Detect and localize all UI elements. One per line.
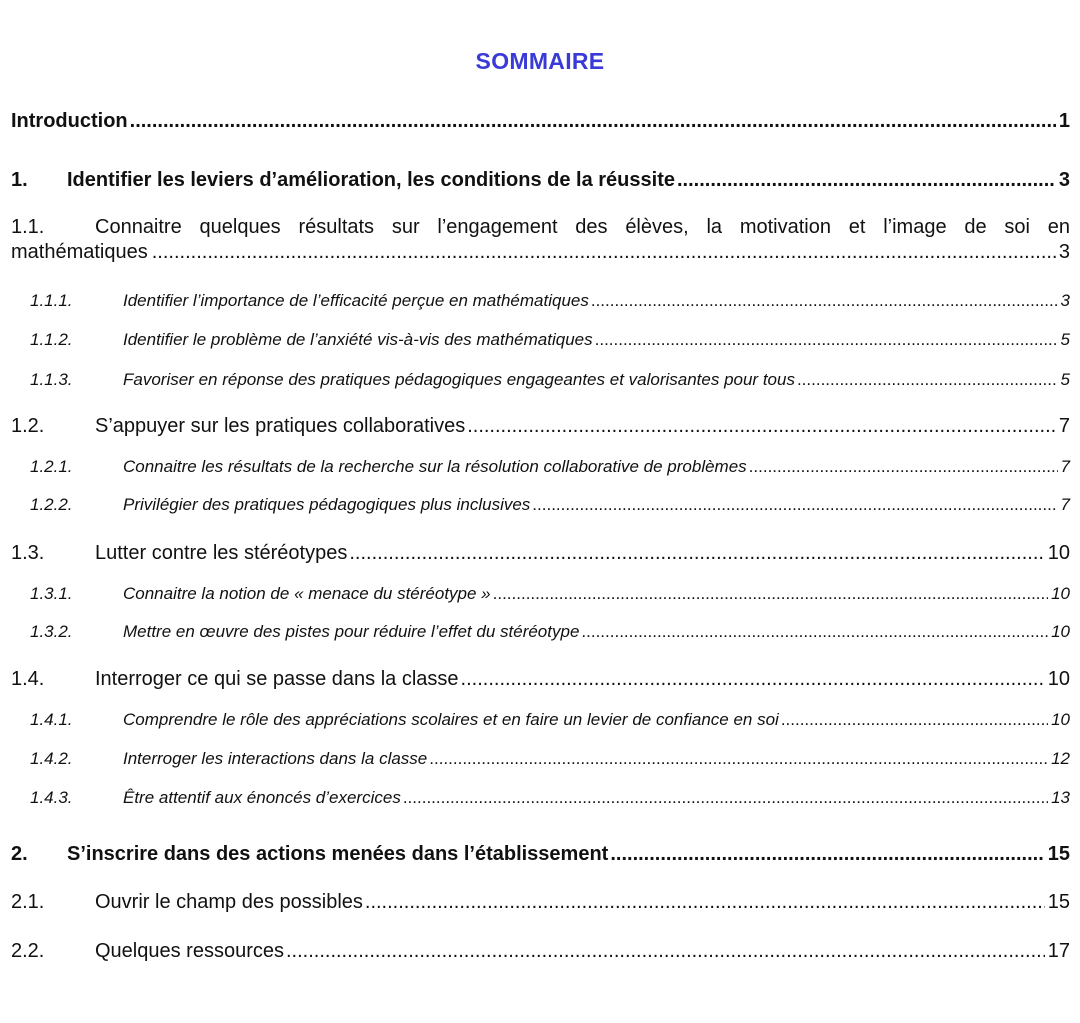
toc-page-number: 15 bbox=[1047, 843, 1070, 865]
toc-entry-1-4-3[interactable] bbox=[30, 788, 1070, 808]
toc-leader-dots bbox=[493, 584, 1048, 604]
toc-entry-1-1-3[interactable] bbox=[30, 370, 1070, 390]
toc-page-number: 10 bbox=[1051, 584, 1070, 603]
toc-entry-text: Être attentif aux énoncés d’exercices bbox=[123, 788, 401, 807]
toc-entry-1-1[interactable] bbox=[11, 216, 1070, 264]
toc-leader-dots bbox=[152, 241, 1056, 264]
toc-leader-dots bbox=[595, 330, 1058, 350]
toc-page-number: 10 bbox=[1047, 668, 1070, 690]
toc-page-number: 3 bbox=[1058, 241, 1070, 263]
toc-entry-text: Connaitre quelques résultats sur l’engagement des élèves, la motivation et l’image de soi en bbox=[95, 216, 1070, 238]
toc-leader-dots bbox=[365, 891, 1045, 914]
toc-title: SOMMAIRE bbox=[475, 48, 605, 74]
toc-page-number: 7 bbox=[1060, 495, 1070, 514]
toc-leader-dots bbox=[130, 110, 1056, 133]
toc-page-number: 10 bbox=[1051, 622, 1070, 641]
toc-entry-1-2-1[interactable] bbox=[30, 457, 1070, 477]
toc-entry-1-3-1[interactable] bbox=[30, 584, 1070, 604]
toc-entry-number: 1.1.3. bbox=[30, 370, 73, 389]
toc-entry-number: 2.1. bbox=[11, 891, 45, 913]
toc-entry-text: Connaitre la notion de « menace du stéréotype » bbox=[123, 584, 491, 603]
toc-leader-dots bbox=[749, 457, 1058, 477]
toc-entry-text: Favoriser en réponse des pratiques pédagogiques engageantes et valorisantes pour tous bbox=[123, 370, 795, 389]
toc-leader-dots bbox=[610, 843, 1044, 866]
toc-entry-2-1[interactable] bbox=[11, 891, 1070, 914]
toc-leader-dots bbox=[532, 495, 1057, 515]
toc-leader-dots bbox=[581, 622, 1048, 642]
toc-entry-text: Lutter contre les stéréotypes bbox=[95, 542, 348, 564]
toc-entry-1-3[interactable] bbox=[11, 542, 1070, 565]
toc-entry-2[interactable] bbox=[11, 843, 1070, 866]
toc-entry-number: 1.4.2. bbox=[30, 749, 73, 768]
toc-entry-number: 1. bbox=[11, 169, 28, 191]
toc-entry-number: 1.4.3. bbox=[30, 788, 73, 807]
toc-entry-1-4[interactable] bbox=[11, 668, 1070, 691]
toc-leader-dots bbox=[429, 749, 1048, 769]
toc-page-number: 5 bbox=[1060, 370, 1070, 389]
toc-page-number: 15 bbox=[1047, 891, 1070, 913]
toc-entry-text: Connaitre les résultats de la recherche sur la résolution collaborative de problèmes bbox=[123, 457, 747, 476]
toc-page-number: 5 bbox=[1060, 330, 1070, 349]
toc-page-number: 10 bbox=[1047, 542, 1070, 564]
toc-entry-text: Identifier le problème de l’anxiété vis-à-vis des mathématiques bbox=[123, 330, 593, 349]
toc-page-number: 17 bbox=[1047, 940, 1070, 962]
toc-leader-dots bbox=[403, 788, 1048, 808]
toc-entry-1-2-2[interactable] bbox=[30, 495, 1070, 515]
toc-page-number: 12 bbox=[1051, 749, 1070, 768]
toc-entry-number: 1.2.1. bbox=[30, 457, 73, 476]
toc-entry-1-1-2[interactable] bbox=[30, 330, 1070, 350]
toc-leader-dots bbox=[467, 415, 1056, 438]
toc-entry-text: Identifier les leviers d’amélioration, les conditions de la réussite bbox=[67, 169, 675, 191]
toc-page-number: 7 bbox=[1060, 457, 1070, 476]
toc-entry-text: Interroger les interactions dans la classe bbox=[123, 749, 428, 768]
toc-page-number: 10 bbox=[1051, 710, 1070, 729]
toc-entry-introduction[interactable] bbox=[11, 110, 1070, 133]
toc-leader-dots bbox=[461, 668, 1045, 691]
toc-entry-number: 1.4. bbox=[11, 668, 45, 690]
toc-entry-number: 1.1.2. bbox=[30, 330, 73, 349]
toc-entry-1-3-2[interactable] bbox=[30, 622, 1070, 642]
toc-leader-dots bbox=[781, 710, 1048, 730]
toc-entry-text-continued: mathématiques bbox=[11, 241, 148, 263]
toc-entry-text: Comprendre le rôle des appréciations scolaires et en faire un levier de confiance en soi bbox=[123, 710, 779, 729]
toc-entry-2-2[interactable] bbox=[11, 940, 1070, 963]
toc-entry-text: Privilégier des pratiques pédagogiques plus inclusives bbox=[123, 495, 531, 514]
toc-page-number: 3 bbox=[1058, 169, 1070, 191]
toc-page-number: 3 bbox=[1060, 291, 1070, 310]
toc-entry-number: 1.2. bbox=[11, 415, 45, 437]
toc-entry-number: 1.4.1. bbox=[30, 710, 73, 729]
toc-entry-number: 2.2. bbox=[11, 940, 45, 962]
toc-entry-number: 1.3.1. bbox=[30, 584, 73, 603]
toc-page-number: 13 bbox=[1051, 788, 1070, 807]
toc-entry-1-4-1[interactable] bbox=[30, 710, 1070, 730]
toc-entry-1-2[interactable] bbox=[11, 415, 1070, 438]
toc-entry-number: 1.3. bbox=[11, 542, 45, 564]
toc-entry-1-1-1[interactable] bbox=[30, 291, 1070, 311]
toc-entry-text: Interroger ce qui se passe dans la classe bbox=[95, 668, 459, 690]
toc-entry-text: Introduction bbox=[11, 110, 128, 132]
toc-entry-number: 1.2.2. bbox=[30, 495, 73, 514]
toc-page-number: 1 bbox=[1058, 110, 1070, 132]
toc-entry-number: 1.3.2. bbox=[30, 622, 73, 641]
toc-entry-text: Quelques ressources bbox=[95, 940, 284, 962]
toc-entry-number: 1.1. bbox=[11, 216, 45, 238]
toc-entry-number: 2. bbox=[11, 843, 28, 865]
toc-entry-text: Mettre en œuvre des pistes pour réduire l’effet du stéréotype bbox=[123, 622, 580, 641]
toc-entry-1[interactable] bbox=[11, 169, 1070, 192]
toc-entry-text: S’appuyer sur les pratiques collaboratives bbox=[95, 415, 466, 437]
toc-page-number: 7 bbox=[1058, 415, 1070, 437]
toc-leader-dots bbox=[797, 370, 1058, 390]
toc-leader-dots bbox=[349, 542, 1044, 565]
toc-leader-dots bbox=[591, 291, 1058, 311]
toc-entry-text: Identifier l’importance de l’efficacité perçue en mathématiques bbox=[123, 291, 589, 310]
toc-leader-dots bbox=[286, 940, 1045, 963]
toc-leader-dots bbox=[677, 169, 1056, 192]
toc-entry-number: 1.1.1. bbox=[30, 291, 73, 310]
toc-entry-text: S’inscrire dans des actions menées dans l’établissement bbox=[67, 843, 609, 865]
toc-entry-text: Ouvrir le champ des possibles bbox=[95, 891, 363, 913]
toc-entry-1-4-2[interactable] bbox=[30, 749, 1070, 769]
